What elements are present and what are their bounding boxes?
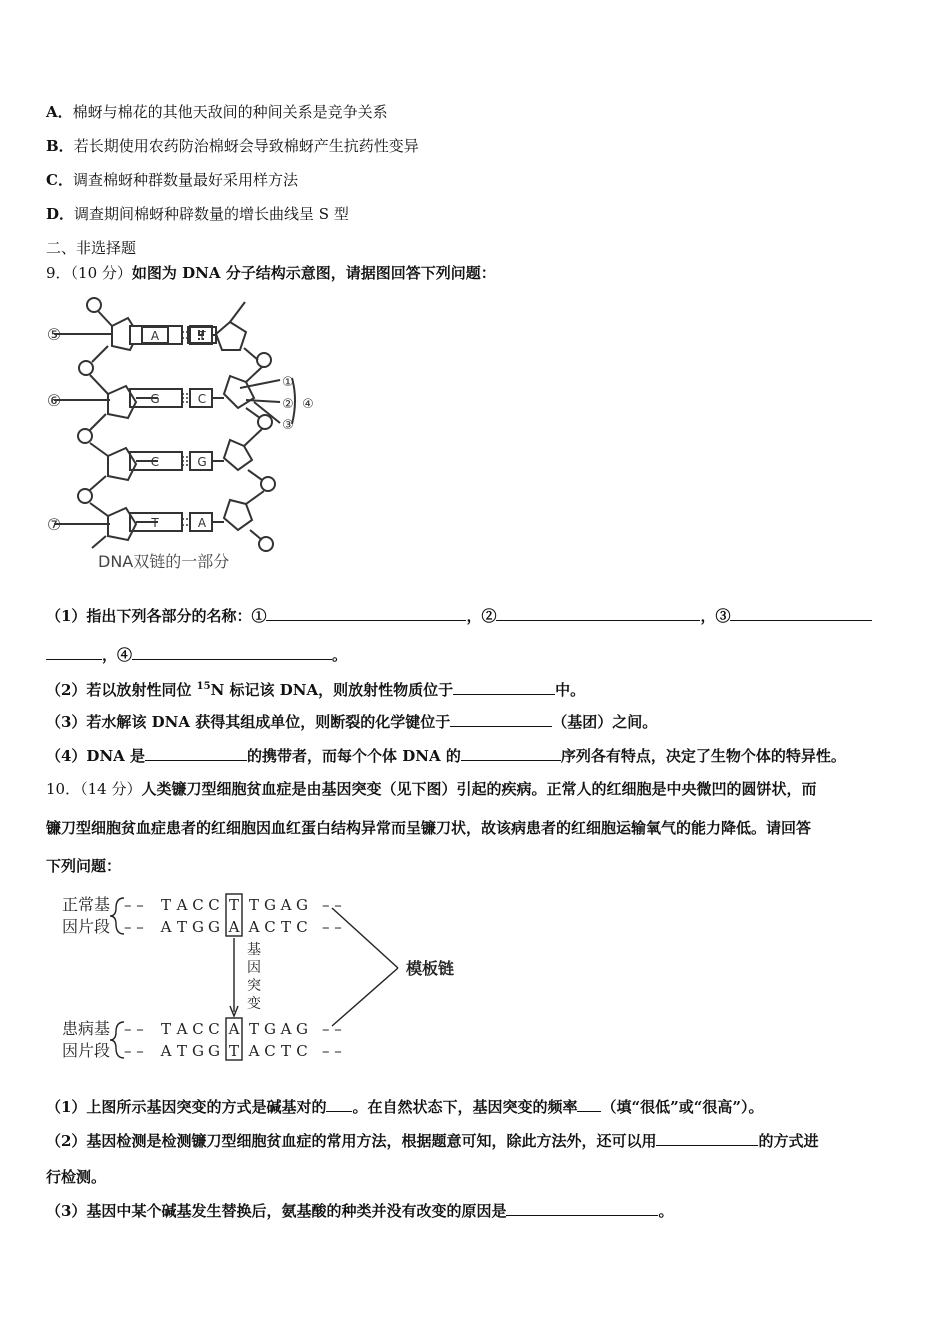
svg-text:– –: – –	[322, 1042, 342, 1060]
blank-10[interactable]	[577, 1096, 601, 1112]
blank-3-cont[interactable]	[46, 644, 102, 660]
svg-text:T: T	[228, 896, 240, 914]
svg-text:– –: – –	[124, 1042, 144, 1060]
label-1: ①	[282, 375, 294, 390]
svg-text:C: C	[208, 896, 220, 914]
label-4: ④	[302, 397, 314, 412]
svg-text:变: 变	[247, 996, 261, 1012]
svg-text:患病基: 患病基	[62, 1019, 111, 1038]
option-c: C．调查棉蚜种群数量最好采用样方法	[46, 171, 298, 189]
blank-2[interactable]	[496, 605, 700, 621]
svg-text:– –: – –	[124, 918, 144, 936]
blank-6[interactable]	[450, 711, 552, 727]
svg-text:T: T	[176, 1042, 188, 1060]
q9-stem: 9．（10 分）如图为 DNA 分子结构示意图，请据图回答下列问题：	[46, 264, 496, 282]
blank-3[interactable]	[730, 605, 872, 621]
q9-sub3: （3）若水解该 DNA 获得其组成单位，则断裂的化学键位于 （基团）之间。	[46, 713, 658, 731]
base-pair-1-right: T	[198, 329, 206, 343]
svg-text:C: C	[208, 1020, 220, 1038]
blank-12[interactable]	[506, 1200, 658, 1216]
svg-text:A: A	[228, 918, 240, 936]
svg-text:A: A	[176, 896, 188, 914]
svg-text:C: C	[264, 1042, 276, 1060]
svg-text:T: T	[228, 1042, 240, 1060]
label-3: ③	[282, 418, 294, 433]
label-2: ②	[282, 397, 294, 412]
q10-stem-1: 10．（14 分）人类镰刀型细胞贫血症是由基因突变（见下图）引起的疾病。正常人的红细胞是中央微凹的圆饼状，而	[46, 780, 817, 798]
dna-structure-figure	[40, 290, 340, 580]
figure-caption: DNA双链的一部分	[98, 552, 230, 571]
svg-text:因: 因	[247, 960, 261, 976]
blank-7[interactable]	[145, 745, 247, 761]
svg-text:G: G	[264, 1020, 276, 1038]
svg-text:A: A	[176, 1020, 188, 1038]
svg-text:突: 突	[247, 978, 261, 994]
q10-sub3: （3）基因中某个碱基发生替换后，氨基酸的种类并没有改变的原因是 。	[46, 1202, 674, 1220]
svg-text:基: 基	[247, 942, 261, 958]
svg-text:T: T	[248, 1020, 260, 1038]
base-pair-3-left: C	[150, 455, 160, 469]
option-d: D．调查期间棉蚜种辟数量的增长曲线呈 S 型	[46, 205, 349, 223]
section-title: 二、非选择题	[46, 239, 137, 257]
svg-text:A: A	[280, 896, 292, 914]
base-pair-4-left: T	[151, 516, 159, 530]
svg-text:G: G	[208, 1042, 220, 1060]
blank-4[interactable]	[132, 644, 332, 660]
blank-9[interactable]	[326, 1096, 352, 1112]
base-pair-4-right: A	[197, 516, 207, 530]
q10-sub1: （1）上图所示基因突变的方式是碱基对的 。在自然状态下，基因突变的频率 （填“很低”或“很高”）。	[46, 1098, 764, 1116]
svg-text:T: T	[176, 918, 188, 936]
svg-text:G: G	[296, 1020, 308, 1038]
q10-stem-2: 镰刀型细胞贫血症患者的红细胞因血红蛋白结构异常而呈镰刀状，故该病患者的红细胞运输氧气的能力降低。请回答	[46, 819, 812, 837]
svg-text:G: G	[296, 896, 308, 914]
svg-text:– –: – –	[322, 1020, 342, 1038]
svg-text:– –: – –	[322, 896, 342, 914]
blank-8[interactable]	[461, 745, 561, 761]
label-6: ⑥	[46, 391, 62, 410]
base-pair-2-left: G	[150, 392, 160, 406]
q10-sub2-cont: 行检测。	[46, 1168, 107, 1186]
svg-text:G: G	[192, 918, 204, 936]
svg-text:T: T	[160, 896, 172, 914]
q9-sub4: （4）DNA 是 的携带者，而每个个体 DNA 的 序列各有特点，决定了生物个体的特异性。	[46, 747, 846, 765]
svg-text:A: A	[248, 918, 260, 936]
svg-text:T: T	[280, 1042, 292, 1060]
svg-text:A: A	[248, 1042, 260, 1060]
svg-text:C: C	[296, 1042, 308, 1060]
q9-sub1: （1）指出下列各部分的名称：① ，② ，③	[46, 605, 872, 626]
svg-text:正常基: 正常基	[62, 895, 111, 914]
svg-text:因片段: 因片段	[62, 917, 111, 936]
svg-text:T: T	[280, 918, 292, 936]
option-a: A．棉蚜与棉花的其他天敌间的种间关系是竞争关系	[46, 103, 388, 121]
base-pair-3-right: G	[197, 455, 207, 469]
blank-11[interactable]	[656, 1130, 758, 1146]
svg-text:A: A	[160, 1042, 172, 1060]
svg-text:因片段: 因片段	[62, 1041, 111, 1060]
gene-mutation-figure	[58, 888, 478, 1068]
label-7: ⑦	[46, 515, 62, 534]
svg-text:A: A	[228, 1020, 240, 1038]
svg-text:T: T	[160, 1020, 172, 1038]
svg-text:C: C	[264, 918, 276, 936]
svg-text:T: T	[248, 896, 260, 914]
label-5: ⑤	[46, 325, 62, 344]
svg-text:A: A	[160, 918, 172, 936]
q9-sub1-cont: ，④ 。	[46, 644, 347, 665]
svg-text:G: G	[192, 1042, 204, 1060]
blank-5[interactable]	[453, 679, 555, 695]
svg-text:– –: – –	[322, 918, 342, 936]
svg-text:C: C	[296, 918, 308, 936]
svg-text:– –: – –	[124, 1020, 144, 1038]
q9-sub2: （2）若以放射性同位 $^{15}$N 标记该 DNA，则放射性物质位于 中。	[46, 681, 586, 699]
svg-text:G: G	[208, 918, 220, 936]
q10-sub2: （2）基因检测是检测镰刀型细胞贫血症的常用方法，根据题意可知，除此方法外，还可以用 的方式进	[46, 1132, 819, 1150]
base-pair-1-left: A	[150, 329, 160, 343]
option-b: B．若长期使用农药防治棉蚜会导致棉蚜产生抗药性变异	[46, 137, 419, 155]
q10-stem-3: 下列问题：	[46, 857, 122, 875]
svg-text:– –: – –	[124, 896, 144, 914]
svg-text:C: C	[192, 1020, 204, 1038]
svg-text:G: G	[264, 896, 276, 914]
svg-text:A: A	[280, 1020, 292, 1038]
base-pair-2-right: C	[197, 392, 207, 406]
blank-1[interactable]	[266, 605, 466, 621]
svg-text:C: C	[192, 896, 204, 914]
svg-text:模板链: 模板链	[406, 959, 455, 978]
